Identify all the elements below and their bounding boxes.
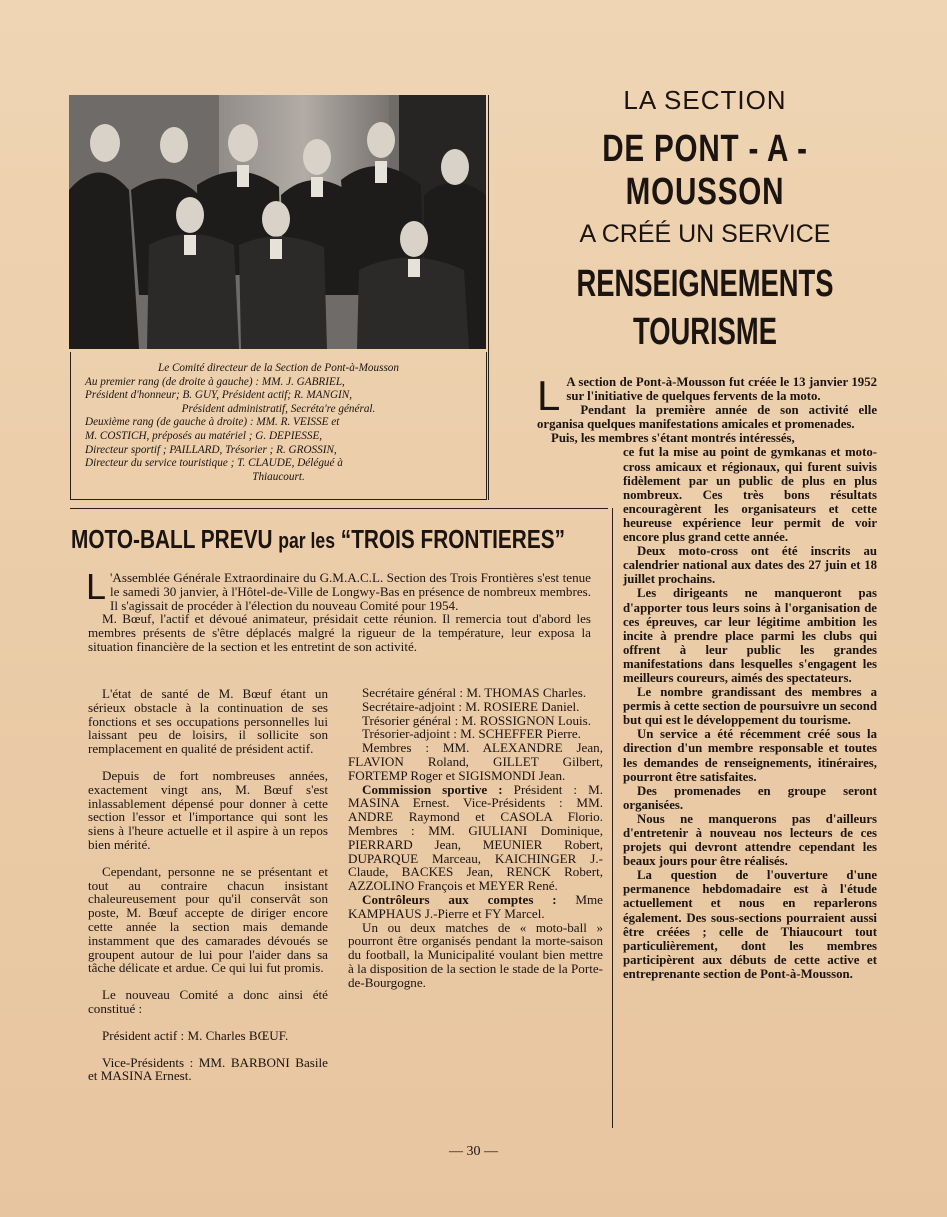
paragraph: Secrétaire-adjoint : M. ROSIERE Daniel. xyxy=(362,698,580,714)
commission-label: Commission sportive : xyxy=(362,781,503,797)
pont-a-mousson-article xyxy=(537,372,877,981)
headline-part-c: “TROIS FRONTIERES” xyxy=(340,524,565,554)
caption-line: Président d'honneur; B. GUY, Président actif; R. MANGIN, xyxy=(85,389,353,402)
paragraph: Trésorier général : M. ROSSIGNON Louis. xyxy=(362,712,592,728)
caption-line: M. COSTICH, préposés au matériel ; G. DEPIESSE, xyxy=(85,429,323,442)
moto-intro xyxy=(86,566,591,654)
paragraph: Des promenades en groupe seront organisées. xyxy=(623,783,877,812)
committee-photo-drawing xyxy=(69,95,486,349)
paragraph: Un service a été récemment créé sous la direction d'un membre responsable et toutes les demandes de renseignements, itinéraires, pourront être satisfaites. xyxy=(623,727,877,784)
caption-line: Directeur sportif ; PAILLARD, Trésorier ; R. GROSSIN, xyxy=(85,443,337,456)
commission-text: Président : M. MASINA Ernest. Vice-Présidents : MM. ANDRE Raymond et CASOLA Florio. Membres : MM. GIULIANI Dominique, PIERRARD Jean, MEUNIER Robert, DUPARQUE Marceau, KAICHINGER J.-Claude, BACKES Jean, RENCK Robert, AZZOLINO François et MEYER René. xyxy=(348,781,603,894)
caption-line: Thiaucourt. xyxy=(252,470,305,483)
page-number: — 30 — xyxy=(449,1144,498,1159)
paragraph: Le nombre grandissant des membres a permis à cette section de poursuivre un second but qui est le développement du tourisme. xyxy=(623,685,877,728)
paragraph: Nous ne manquerons pas d'ailleurs d'entretenir à nouveau nos lecteurs de ces projets qui devront attendre cependant les beaux jours pour être réalisés. xyxy=(623,811,877,869)
title-line-4: RENSEIGNEMENTS xyxy=(576,263,834,305)
paragraph: Vice-Présidents : MM. BARBONI Basile et MASINA Ernest. xyxy=(88,1054,328,1084)
title-line-3: A CRÉÉ UN SERVICE xyxy=(579,220,831,248)
title-line-2: DE PONT - A - MOUSSON xyxy=(602,128,808,213)
photo-caption xyxy=(70,352,487,500)
caption-line: Le Comité directeur de la Section de Pont-à-Mousson xyxy=(157,362,399,374)
moto-column-1 xyxy=(88,687,328,1096)
controleurs-text: Mme KAMPHAUS J.-Pierre et FY Marcel. xyxy=(348,891,603,921)
intro-paragraph-2: M. Bœuf, l'actif et dévoué animateur, présidait cette réunion. Il remercia tout d'abord les membres présents de s'être déplacés malgré la rigueur de la température, leur exposa la situation financière de la section et les entretint de son activité. xyxy=(88,611,591,654)
paragraph: Membres : MM. ALEXANDRE Jean, FLAVION Roland, GILLET Gilbert, FORTEMP Roger et SIGISMONDI Jean. xyxy=(348,740,603,783)
paragraph: Les dirigeants ne manqueront pas d'apporter tous leurs soins à l'organisation de ces épreuves, car leur légitime ambition les incite à prendre place parmi les clubs qui offrent à leur public les grandes manifestations dans lesquelles s'engagent les meilleurs coureurs, aimés des spectateurs. xyxy=(623,586,877,685)
paragraph: Un ou deux matches de « moto-ball » pourront être organisés pendant la morte-saison du football, la Municipalité voulant bien mettre à la disposition de la section le stade de la Porte-de-Bourgogne. xyxy=(348,919,603,990)
headline-part-a: MOTO-BALL PREVU xyxy=(71,524,273,554)
caption-line: Au premier rang (de droite à gauche) : MM. J. GABRIEL, xyxy=(85,375,345,388)
paragraph: Président actif : M. Charles BŒUF. xyxy=(102,1027,289,1043)
paragraph: Deux moto-cross ont été inscrits au calendrier national aux dates des 27 juin et 18 juillet prochains. xyxy=(623,544,877,587)
paragraph: Secrétaire général : M. THOMAS Charles. xyxy=(362,685,587,700)
headline-part-b: par les xyxy=(278,528,335,553)
drop-cap: L xyxy=(86,566,107,607)
paragraph: La question de l'ouverture d'une permanence hebdomadaire est à l'étude actuellement et nous en reparlerons également. Des sous-sections pourraient aussi être créées ; celle de Thiaucourt tout particulièrement, dont les membres participèrent aux débuts de cette active et entreprenante section de Pont-à-Mousson. xyxy=(623,868,877,981)
drop-cap: L xyxy=(537,372,561,419)
paragraph: Pendant la première année de son activité elle organisa quelques manifestations amicales et promenades. xyxy=(537,403,877,432)
paragraph: L'état de santé de M. Bœuf étant un sérieux obstacle à la continuation de ses fonctions et ses occupations personnelles lui laissant peu de loisirs, il sollicite son remplacement en qualité de président actif. xyxy=(88,686,328,757)
caption-line: Président administratif, Secréta're général. xyxy=(181,402,376,415)
caption-line: Deuxième rang (de gauche à droite) : MM. R. VEISSE et xyxy=(85,416,340,429)
title-line-1: LA SECTION xyxy=(623,85,787,115)
paragraph: Puis, les membres s'étant montrés intéressés, xyxy=(551,431,795,446)
paragraph: Cependant, personne ne se présentant et tout au contraire chacun insistant chaleureusement pour qu'il conservât son poste, M. Bœuf accepte de diriger encore cette année la section mais demande instamment que des camarades dévoués se groupent autour de lui pour l'aider dans sa tâche délicate et ardue. Ce qui lui fut promis. xyxy=(88,863,328,976)
first-paragraph: A section de Pont-à-Mousson fut créée le 13 janvier 1952 sur l'initiative de quelques fervents de la moto. xyxy=(566,375,877,404)
controleurs-label: Contrôleurs aux comptes : xyxy=(362,891,557,907)
caption-line: Directeur du service touristique ; T. CLAUDE, Délégué à xyxy=(85,457,343,470)
paragraph: Le nouveau Comité a donc ainsi été constitué : xyxy=(88,987,328,1016)
divider-horizontal xyxy=(70,508,608,509)
divider-vertical xyxy=(488,95,489,500)
paragraph: Trésorier-adjoint : M. SCHEFFER Pierre. xyxy=(362,726,581,742)
indented-text xyxy=(623,445,877,981)
moto-ball-headline xyxy=(71,524,607,555)
intro-paragraph-1: 'Assemblée Générale Extraordinaire du G.M.A.C.L. Section des Trois Frontières s'est tenue le samedi 30 janvier, à l'Hôtel-de-Ville de Longwy-Bas en présence de nombreux membres. Il s'agissait de procéder à l'élection du nouveau Comité pour 1954. xyxy=(110,570,591,613)
title-line-5: TOURISME xyxy=(633,311,777,353)
committee-photo xyxy=(69,95,486,349)
paragraph: ce fut la mise au point de gymkanas et moto-cross amicaux et régionaux, qui furent suivis fidèlement par un public de plus en plus nombreux. Ces très bons résultats encouragèrent les organisateurs et cette heureuse expérience leur permit de voir encore plus grand cette année. xyxy=(623,445,877,545)
section-title xyxy=(505,85,905,353)
paragraph: Depuis de fort nombreuses années, exactement vingt ans, M. Bœuf s'est inlassablement dépensé pour donner à cette section l'essor et l'importance qui sont les siens à l'heure actuelle et il aspire à un repos bien mérité. xyxy=(88,767,328,852)
